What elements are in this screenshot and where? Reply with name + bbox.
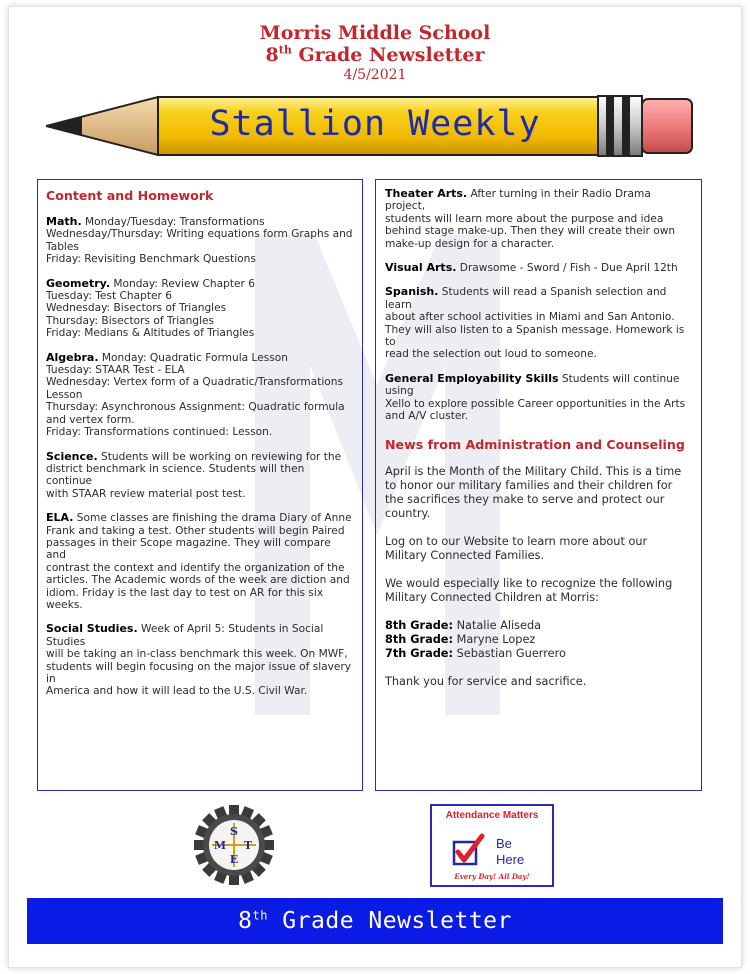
grade-number: 8	[265, 44, 279, 66]
algebra-line-1	[46, 352, 353, 364]
math-label: Math.	[46, 215, 82, 228]
geometry-line-4: Thursday: Bisectors of Triangles	[46, 314, 215, 327]
paragraph-line: April is the Month of the Military Child. This is a time	[385, 464, 682, 478]
spanish-text: Students will read a Spanish selection and learn	[385, 286, 667, 311]
paragraph-line: Military Connected Families.	[385, 548, 545, 562]
newsletter-title	[0, 44, 750, 66]
science-label: Science.	[46, 449, 98, 463]
visual-arts-label: Visual Arts.	[385, 261, 457, 275]
algebra-line-2: Tuesday: STAAR Test - ELA	[46, 364, 185, 377]
theater-label: Theater Arts.	[385, 187, 468, 200]
social-studies-section	[46, 623, 353, 697]
military-child-paragraph	[385, 465, 692, 521]
grade-suffix: th	[278, 43, 292, 57]
be-text: Be	[496, 836, 512, 851]
stem-letter-s: S	[230, 825, 238, 838]
footer-title-rest: Grade Newsletter	[267, 908, 512, 934]
recognition-paragraph	[385, 577, 692, 605]
spanish-line-3: They will also listen to a Spanish message. Homework is to	[385, 323, 685, 349]
attendance-badge	[430, 804, 554, 887]
ela-text: Some classes are finishing the drama Diary of Anne	[76, 512, 352, 525]
science-line-2: district benchmark in science. Students will then continue	[46, 462, 305, 488]
spanish-section	[385, 286, 692, 360]
honoree-name: Maryne Lopez	[456, 632, 536, 646]
honoree-grade: 8th Grade:	[385, 618, 453, 632]
social-studies-line-4: America and how it will lead to the U.S. Civil War.	[46, 685, 308, 698]
algebra-text: Monday: Quadratic Formula Lesson	[101, 351, 288, 364]
grade-title-rest: Grade Newsletter	[291, 44, 485, 66]
science-section	[46, 451, 353, 501]
paragraph-line: to honor our military families and their children for	[385, 478, 673, 492]
paragraph-line: country.	[385, 506, 431, 520]
math-line-2: Wednesday/Thursday: Writing equations form Graphs and	[46, 228, 353, 241]
visual-arts-section	[385, 262, 692, 274]
employability-section	[385, 373, 692, 423]
ela-line-2: Frank and taking a test. Other students will begin Paired	[46, 524, 345, 537]
science-line-1	[46, 451, 353, 463]
honoree-grade: 7th Grade:	[385, 646, 453, 660]
paragraph-line: the sacrifices they make to serve and protect our	[385, 492, 665, 506]
spanish-line-2: about after school activities in Miami and San Antonio.	[385, 311, 675, 324]
theater-line-3: behind stage make-up. Then they will create their own	[385, 225, 676, 238]
paragraph-line: Log on to our Website to learn more about our	[385, 534, 648, 548]
algebra-line-6: and vertex form.	[46, 413, 135, 426]
every-day-text: Every Day! All Day!	[454, 872, 530, 881]
content-homework-heading: Content and Homework	[46, 188, 214, 203]
masthead	[0, 22, 750, 84]
list-item	[385, 619, 692, 633]
geometry-line-1	[46, 278, 353, 290]
algebra-line-4: Lesson	[46, 388, 83, 401]
honoree-name: Natalie Aliseda	[456, 618, 542, 632]
geometry-line-3: Wednesday: Bisectors of Triangles	[46, 302, 227, 315]
geometry-line-5: Friday: Medians & Altitudes of Triangles	[46, 327, 255, 340]
theater-line-2: students will learn more about the purpose and idea	[385, 212, 664, 225]
geometry-section	[46, 278, 353, 340]
list-item	[385, 647, 692, 661]
visual-arts-line-1	[385, 262, 692, 274]
checkbox-icon	[450, 832, 486, 868]
ela-line-1	[46, 512, 353, 524]
social-studies-line-1	[46, 623, 353, 648]
school-name: Morris Middle School	[259, 22, 491, 44]
employability-line-1	[385, 373, 692, 398]
ela-line-6: idiom. Friday is the last day to test on AR for this six weeks.	[46, 586, 324, 611]
banner-title: Stallion Weekly	[209, 104, 541, 144]
algebra-section	[46, 352, 353, 439]
algebra-line-7: Friday: Transformations continued: Lesson.	[46, 426, 273, 439]
honoree-name: Sebastian Guerrero	[456, 646, 566, 660]
list-item	[385, 633, 692, 647]
social-studies-label: Social Studies.	[46, 622, 138, 636]
employability-label: General Employability Skills	[385, 371, 559, 385]
geometry-line-2: Tuesday: Test Chapter 6	[46, 290, 172, 303]
ela-section	[46, 512, 353, 611]
spanish-line-1	[385, 286, 692, 311]
stem-letter-m: M	[213, 839, 227, 852]
science-line-3: with STAAR review material post test.	[46, 487, 246, 500]
math-line-1	[46, 216, 353, 228]
theater-line-1	[385, 188, 692, 213]
stem-gear-logo	[194, 805, 274, 885]
footer-grade-number: 8	[238, 908, 253, 934]
ela-line-4: contrast the context and identify the organization of the	[46, 561, 345, 574]
math-text: Monday/Tuesday: Transformations	[85, 216, 265, 228]
geometry-text: Monday: Review Chapter 6	[113, 277, 255, 290]
footer-grade-suffix: th	[252, 908, 268, 923]
honoree-list	[385, 619, 692, 661]
paragraph-line: We would especially like to recognize the following	[385, 576, 673, 590]
ela-line-3: passages in their Scope magazine. They will compare and	[46, 536, 331, 562]
employability-line-3: and A/V cluster.	[385, 410, 469, 423]
stem-letter-t: T	[243, 839, 253, 852]
news-heading: News from Administration and Counseling	[385, 436, 685, 452]
issue-date: 4/5/2021	[343, 67, 407, 83]
ela-line-5: articles. The Academic words of the week are diction and	[46, 574, 350, 587]
math-section	[46, 216, 353, 266]
employability-line-2: Xello to explore possible Career opportunities in the Arts	[385, 397, 686, 410]
visual-arts-text: Drawsome - Sword / Fish - Due April 12th	[459, 262, 678, 275]
spanish-line-4: read the selection out loud to someone.	[385, 348, 597, 361]
algebra-label: Algebra.	[46, 350, 99, 364]
employability-text: Students will continue using	[385, 372, 680, 398]
footer-banner	[27, 898, 723, 944]
theater-line-4: make-up design for a character.	[385, 237, 555, 250]
here-text: Here	[496, 852, 525, 867]
website-paragraph	[385, 535, 692, 563]
algebra-line-3: Wednesday: Vertex form of a Quadratic/Transformations	[46, 376, 344, 389]
paragraph-line: Military Connected Children at Morris:	[385, 590, 599, 604]
social-studies-line-3: students will begin focusing on the major issue of slavery in	[46, 660, 352, 685]
content-homework-column	[37, 179, 363, 791]
theater-text: After turning in their Radio Drama project,	[385, 188, 651, 213]
social-studies-line-2: will be taking an in-class benchmark this week. On MWF,	[46, 648, 348, 661]
math-line-4: Friday: Revisiting Benchmark Questions	[46, 253, 256, 266]
ela-label: ELA.	[46, 511, 74, 525]
geometry-label: Geometry.	[46, 276, 110, 290]
stem-letter-e: E	[229, 853, 239, 866]
spanish-label: Spanish.	[385, 285, 439, 299]
arts-news-column	[375, 179, 702, 791]
algebra-line-5: Thursday: Asynchronous Assignment: Quadratic formula	[46, 401, 345, 414]
footer-title	[238, 908, 512, 934]
attendance-title: Attendance Matters	[445, 810, 539, 821]
math-line-3: Tables	[46, 240, 79, 253]
closing-text: Thank you for service and sacrifice.	[385, 674, 587, 688]
theater-section	[385, 188, 692, 250]
science-text: Students will be working on reviewing for the	[101, 450, 342, 463]
social-studies-text: Week of April 5: Students in Social Studies	[46, 623, 324, 648]
honoree-grade: 8th Grade:	[385, 632, 453, 646]
